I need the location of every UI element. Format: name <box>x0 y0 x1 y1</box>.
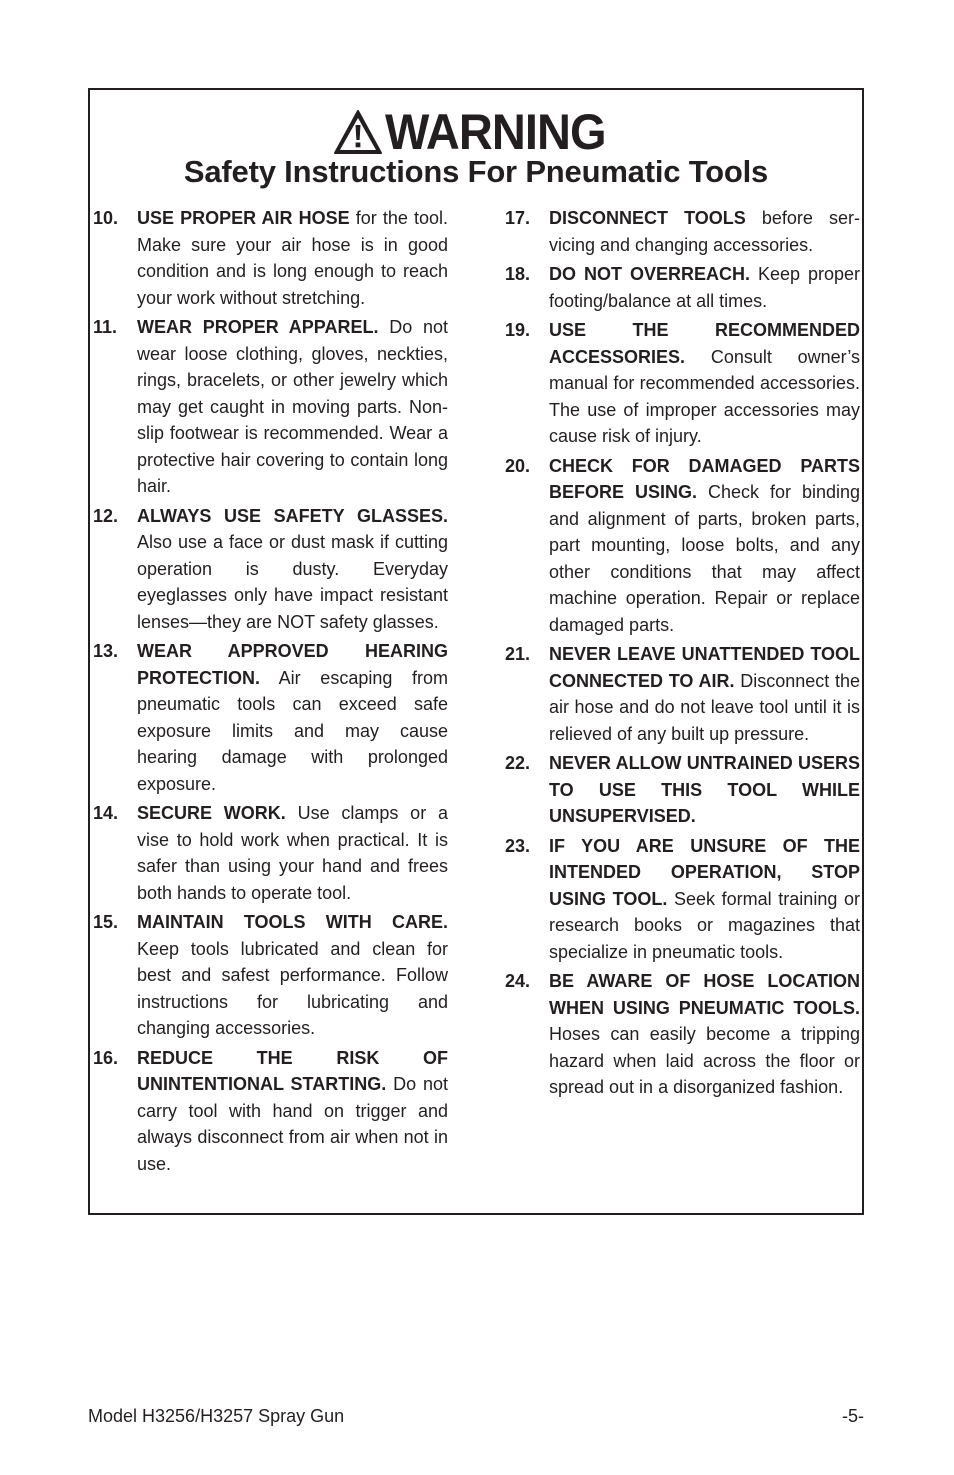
item-lead: MAINTAIN TOOLS WITH CARE. <box>137 912 448 932</box>
list-item <box>93 1045 448 1178</box>
list-item <box>505 261 860 314</box>
item-lead: DISCONNECT TOOLS <box>549 208 746 228</box>
item-body: Use clamps or a vise to hold work when practical. It is safer than using your hand and frees both hands to operate tool. <box>137 803 448 903</box>
item-lead: NEVER LEAVE UNATTENDED TOOL CONNECTED TO AIR. <box>549 644 860 691</box>
item-lead: BE AWARE OF HOSE LOCATION WHEN USING PNEUMATIC TOOLS. <box>549 971 860 1018</box>
list-item <box>93 503 448 636</box>
item-lead: USE PROPER AIR HOSE <box>137 208 350 228</box>
item-text <box>549 453 860 639</box>
item-number: 22. <box>505 753 531 773</box>
item-number: 10. <box>93 208 119 228</box>
item-number: 16. <box>93 1047 119 1068</box>
item-lead: NEVER ALLOW UNTRAINED USERS TO USE THIS TOOL WHILE UNSUPERVISED. <box>549 753 860 826</box>
item-body: Do not wear loose clothing, gloves, neckties, rings, bracelets, or other jewelry which may get caught in moving parts. Non-slip footwear is recommended. Wear a protective hair covering to contain long hair. <box>137 317 448 496</box>
item-text <box>137 638 448 797</box>
item-lead: ALWAYS USE SAFETY GLASSES. <box>137 505 448 526</box>
item-body: for the tool. Make sure your air hose is in good condition and is long enough to reach your work without stretching. <box>137 208 448 308</box>
item-number: 15. <box>93 912 119 932</box>
left-column <box>93 205 448 1180</box>
item-lead: DO NOT OVERREACH. <box>549 264 750 284</box>
item-body: Do not carry tool with hand on trigger and always disconnect from air when not in use. <box>137 1074 448 1174</box>
warning-triangle-icon <box>333 109 383 155</box>
right-column <box>505 205 860 1104</box>
item-number: 24. <box>505 971 531 991</box>
item-number: 18. <box>505 264 531 284</box>
list-item <box>93 205 448 311</box>
item-text <box>549 750 860 830</box>
list-item <box>93 909 448 1042</box>
item-number: 17. <box>505 208 531 228</box>
item-lead: WEAR PROPER APPAREL. <box>137 317 379 337</box>
item-text <box>137 503 448 636</box>
item-body: Also use a face or dust mask if cutting operation is dusty. Everyday eyeglasses only have impact resistant lenses—they are NOT safety glasses. <box>137 532 448 632</box>
item-text <box>137 909 448 1042</box>
list-item <box>505 317 860 450</box>
list-item <box>505 750 860 830</box>
item-number: 13. <box>93 641 119 661</box>
warning-title: WARNING <box>384 104 606 160</box>
item-number: 20. <box>505 455 531 476</box>
item-body: Disconnect the air hose and do not leave tool until it is relieved of any built up pressure. <box>549 670 860 744</box>
list-item <box>93 314 448 500</box>
item-lead: SECURE WORK. <box>137 803 286 823</box>
page-number: -5- <box>842 1406 864 1426</box>
item-lead: REDUCE THE RISK OF UNINTENTIONAL STARTING. <box>137 1047 448 1094</box>
list-item <box>505 641 860 747</box>
list-item <box>505 453 860 639</box>
item-number: 19. <box>505 320 531 340</box>
item-number: 12. <box>93 505 119 526</box>
item-text <box>137 205 448 311</box>
item-number: 21. <box>505 644 531 664</box>
safety-subtitle: Safety Instructions For Pneumatic Tools <box>183 154 769 189</box>
item-text <box>137 800 448 906</box>
item-body: Consult owner’s manual for recommended accessories. The use of improper accessories may cause risk of injury. <box>549 346 860 446</box>
item-number: 14. <box>93 803 119 823</box>
item-text <box>549 317 860 450</box>
list-item <box>93 800 448 906</box>
item-lead: CHECK FOR DAMAGED PARTS BEFORE USING. <box>549 455 860 502</box>
item-text <box>137 1045 448 1178</box>
item-text <box>549 833 860 966</box>
item-body: Air escaping from pneumatic tools can exceed safe exposure limits and may cause hearing damage with prolonged exposure. <box>137 667 448 794</box>
list-item <box>505 205 860 258</box>
item-body: Keep tools lubricated and clean for best and safest performance. Follow instructions for lubricating and changing accessories. <box>137 938 448 1038</box>
item-lead: USE THE RECOMMENDED ACCESSORIES. <box>549 320 860 367</box>
item-body: Seek formal training or research books or magazines that specialize in pneumatic tools. <box>549 888 860 962</box>
footer-model: Model H3256/H3257 Spray Gun <box>88 1406 345 1426</box>
item-lead: WEAR APPROVED HEARING PROTECTION. <box>137 641 448 688</box>
item-body: Hoses can easily become a tripping hazard when laid across the floor or spread out in a disorganized fashion. <box>549 1024 860 1097</box>
item-body: Check for binding and alignment of parts, broken parts, part mounting, loose bolts, and any other conditions that may affect machine operation. Repair or replace damaged parts. <box>549 482 860 635</box>
list-item <box>93 638 448 797</box>
item-body: Keep proper footing/balance at all times. <box>549 264 860 311</box>
item-number: 23. <box>505 835 531 856</box>
item-number: 11. <box>93 317 118 337</box>
item-body: before servicing and changing accessories. <box>549 208 861 255</box>
item-text <box>549 641 860 747</box>
item-text <box>549 261 860 314</box>
list-item <box>505 833 860 966</box>
item-text <box>549 968 860 1101</box>
item-text <box>549 205 860 258</box>
item-lead: IF YOU ARE UNSURE OF THE INTENDED OPERATION, STOP USING TOOL. <box>549 835 860 909</box>
item-text <box>137 314 448 500</box>
list-item <box>505 968 860 1101</box>
